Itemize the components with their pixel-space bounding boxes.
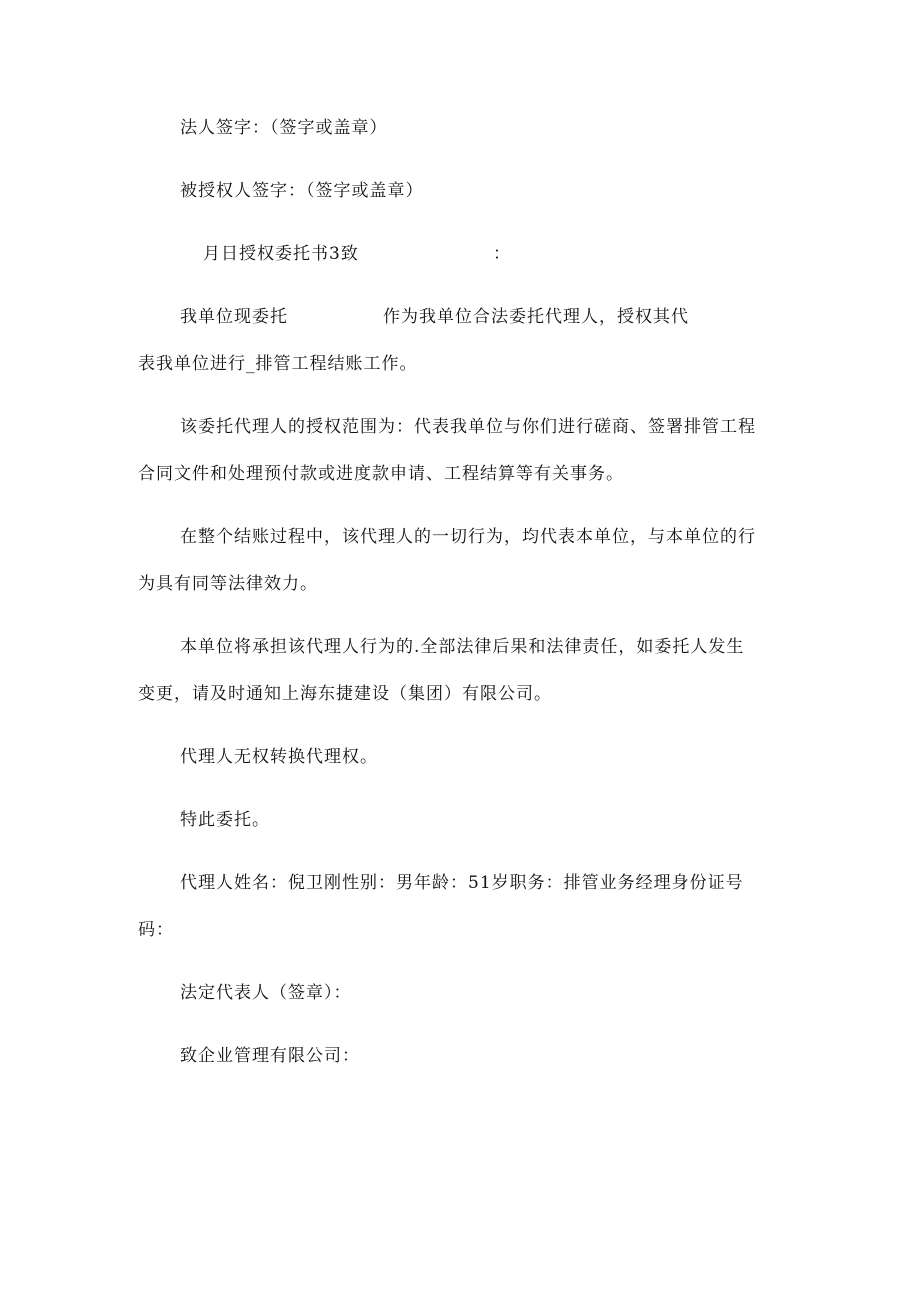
para3-line2: 为具有同等法律效力。 (138, 574, 318, 594)
legal-signature-line: 法人签字：（签字或盖章） (180, 118, 388, 138)
agent-info-line1: 代理人姓名：倪卫刚性别：男年龄：51岁职务：排管业务经理身份证号 (180, 873, 744, 893)
para2-line1: 该委托代理人的授权范围为：代表我单位与你们进行磋商、签署排管工程 (180, 417, 756, 437)
agent-info-line2: 码： (138, 920, 174, 940)
para4-line2: 变更，请及时通知上海东捷建设（集团）有限公司。 (138, 684, 552, 704)
title-line: 月日授权委托书3致 (203, 244, 359, 264)
para1-line2: 表我单位进行_排管工程结账工作。 (138, 354, 418, 374)
title-line-colon: ： (493, 244, 511, 264)
para4-line1: 本单位将承担该代理人行为的.全部法律后果和法律责任，如委托人发生 (180, 637, 745, 657)
para1-part1: 我单位现委托 (180, 307, 288, 327)
para6: 特此委托。 (180, 810, 270, 830)
para5: 代理人无权转换代理权。 (180, 747, 378, 767)
company-line: 致企业管理有限公司： (180, 1046, 360, 1066)
legal-rep-line: 法定代表人（签章）： (180, 983, 352, 1003)
para1-part2: 作为我单位合法委托代理人，授权其代 (383, 307, 689, 327)
para3-line1: 在整个结账过程中，该代理人的一切行为，均代表本单位，与本单位的行 (180, 527, 756, 547)
authorized-signature-line: 被授权人签字：（签字或盖章） (180, 181, 424, 201)
para2-line2: 合同文件和处理预付款或进度款申请、工程结算等有关事务。 (138, 464, 624, 484)
